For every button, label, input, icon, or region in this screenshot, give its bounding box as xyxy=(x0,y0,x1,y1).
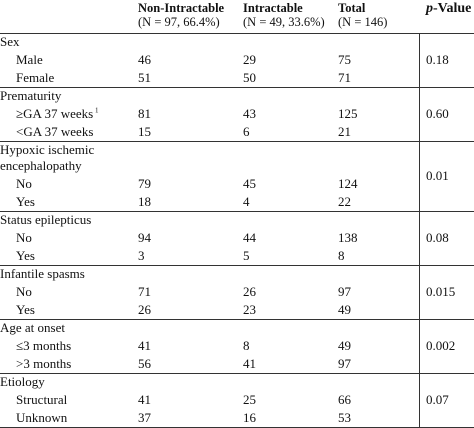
header-total xyxy=(338,1,387,29)
intractable-cell: 29 xyxy=(243,52,256,67)
p-value: 0.18 xyxy=(426,52,449,67)
group-title: Sex xyxy=(0,34,20,49)
table-body xyxy=(0,33,474,427)
non-intractable-cell: 71 xyxy=(138,284,151,299)
intractable-cell: 6 xyxy=(243,124,250,139)
total-cell: 8 xyxy=(338,248,345,263)
total-cell: 53 xyxy=(338,410,351,425)
group-header-row xyxy=(0,141,474,175)
row-label: Male xyxy=(16,52,43,67)
group-title: Status epilepticus xyxy=(0,212,92,227)
p-value: 0.01 xyxy=(426,168,449,183)
intractable-cell: 8 xyxy=(243,338,250,353)
intractable-cell: 43 xyxy=(243,106,256,121)
header-non-intractable xyxy=(138,1,224,29)
header-col1-sub: (N = 97, 66.4%) xyxy=(138,15,220,29)
group-title: Hypoxic ischemic encephalopathy xyxy=(0,142,95,173)
group-title: Prematurity xyxy=(0,88,62,103)
group-header-row xyxy=(0,33,474,51)
divider xyxy=(0,87,474,88)
non-intractable-cell: 3 xyxy=(138,248,145,263)
group-title: Infantile spasms xyxy=(0,266,85,281)
non-intractable-cell: 41 xyxy=(138,338,151,353)
table-row xyxy=(0,229,474,247)
row-label: Structural xyxy=(16,392,68,407)
row-label: No xyxy=(16,284,32,299)
non-intractable-cell: 41 xyxy=(138,392,151,407)
non-intractable-cell: 26 xyxy=(138,302,151,317)
header-col3-title: Total xyxy=(338,1,366,15)
group-header-row xyxy=(0,265,474,283)
column-separator xyxy=(419,319,420,373)
divider xyxy=(0,141,474,142)
non-intractable-cell: 18 xyxy=(138,194,151,209)
pvalue-rest: -Value xyxy=(433,1,472,16)
row-label: No xyxy=(16,176,32,191)
row-label: >3 months xyxy=(16,356,72,371)
total-cell: 125 xyxy=(338,106,358,121)
divider xyxy=(0,33,474,34)
intractable-cell: 45 xyxy=(243,176,256,191)
non-intractable-cell: 81 xyxy=(138,106,151,121)
table-row xyxy=(0,301,474,319)
pvalue-p: p xyxy=(426,1,433,16)
header-intractable xyxy=(243,1,325,29)
intractable-cell: 5 xyxy=(243,248,250,263)
intractable-cell: 23 xyxy=(243,302,256,317)
intractable-cell: 26 xyxy=(243,284,256,299)
p-value: 0.002 xyxy=(426,338,456,353)
group-title: Age at onset xyxy=(0,320,65,335)
table-row xyxy=(0,105,474,123)
group-header-row xyxy=(0,87,474,105)
non-intractable-cell: 79 xyxy=(138,176,151,191)
non-intractable-cell: 46 xyxy=(138,52,151,67)
group-header-row xyxy=(0,373,474,391)
table-row xyxy=(0,193,474,211)
table-row xyxy=(0,355,474,373)
non-intractable-cell: 37 xyxy=(138,410,151,425)
group-title: Etiology xyxy=(0,374,45,389)
total-cell: 97 xyxy=(338,284,351,299)
total-cell: 138 xyxy=(338,230,358,245)
column-separator xyxy=(419,211,420,265)
column-separator xyxy=(419,141,420,211)
p-value: 0.08 xyxy=(426,230,449,245)
intractable-cell: 41 xyxy=(243,356,256,371)
row-label: No xyxy=(16,230,32,245)
table-header xyxy=(0,0,474,33)
row-label: ≥GA 37 weeks $^1$ xyxy=(16,106,99,121)
non-intractable-cell: 56 xyxy=(138,356,151,371)
row-label: Unknown xyxy=(16,410,68,425)
group-header-row xyxy=(0,211,474,229)
table-row xyxy=(0,409,474,427)
divider xyxy=(0,265,474,266)
non-intractable-cell: 94 xyxy=(138,230,151,245)
divider xyxy=(0,211,474,212)
table-row xyxy=(0,69,474,87)
header-col1-title: Non-Intractable xyxy=(138,1,225,15)
row-label: <GA 37 weeks xyxy=(16,124,94,139)
header-col2-sub: (N = 49, 33.6%) xyxy=(243,15,325,29)
total-cell: 124 xyxy=(338,176,358,191)
group-header-row xyxy=(0,319,474,337)
total-cell: 49 xyxy=(338,302,351,317)
non-intractable-cell: 15 xyxy=(138,124,151,139)
intractable-cell: 50 xyxy=(243,70,256,85)
intractable-cell: 44 xyxy=(243,230,256,245)
p-value: 0.60 xyxy=(426,106,449,121)
total-cell: 71 xyxy=(338,70,351,85)
column-separator xyxy=(419,265,420,319)
table-row xyxy=(0,247,474,265)
total-cell: 66 xyxy=(338,392,351,407)
intractable-cell: 16 xyxy=(243,410,256,425)
total-cell: 75 xyxy=(338,52,351,67)
table-row xyxy=(0,337,474,355)
table-row xyxy=(0,283,474,301)
column-separator xyxy=(419,373,420,427)
divider xyxy=(0,373,474,374)
row-label: Yes xyxy=(16,194,35,209)
footnote-marker: 1 xyxy=(93,106,99,115)
header-pvalue xyxy=(426,1,471,17)
table-row xyxy=(0,175,474,193)
column-separator xyxy=(419,33,420,87)
row-label: Female xyxy=(16,70,55,85)
table-row xyxy=(0,391,474,409)
row-label: ≤3 months xyxy=(16,338,72,353)
row-label: Yes xyxy=(16,248,35,263)
p-value: 0.015 xyxy=(426,284,456,299)
total-cell: 49 xyxy=(338,338,351,353)
header-col2-title: Intractable xyxy=(243,1,303,15)
table-row xyxy=(0,51,474,69)
non-intractable-cell: 51 xyxy=(138,70,151,85)
divider xyxy=(0,319,474,320)
intractable-cell: 4 xyxy=(243,194,250,209)
p-value: 0.07 xyxy=(426,392,449,407)
table-row xyxy=(0,123,474,141)
total-cell: 21 xyxy=(338,124,351,139)
header-col3-sub: (N = 146) xyxy=(338,15,388,29)
total-cell: 97 xyxy=(338,356,351,371)
column-separator xyxy=(419,87,420,141)
intractable-cell: 25 xyxy=(243,392,256,407)
total-cell: 22 xyxy=(338,194,351,209)
row-label: Yes xyxy=(16,302,35,317)
